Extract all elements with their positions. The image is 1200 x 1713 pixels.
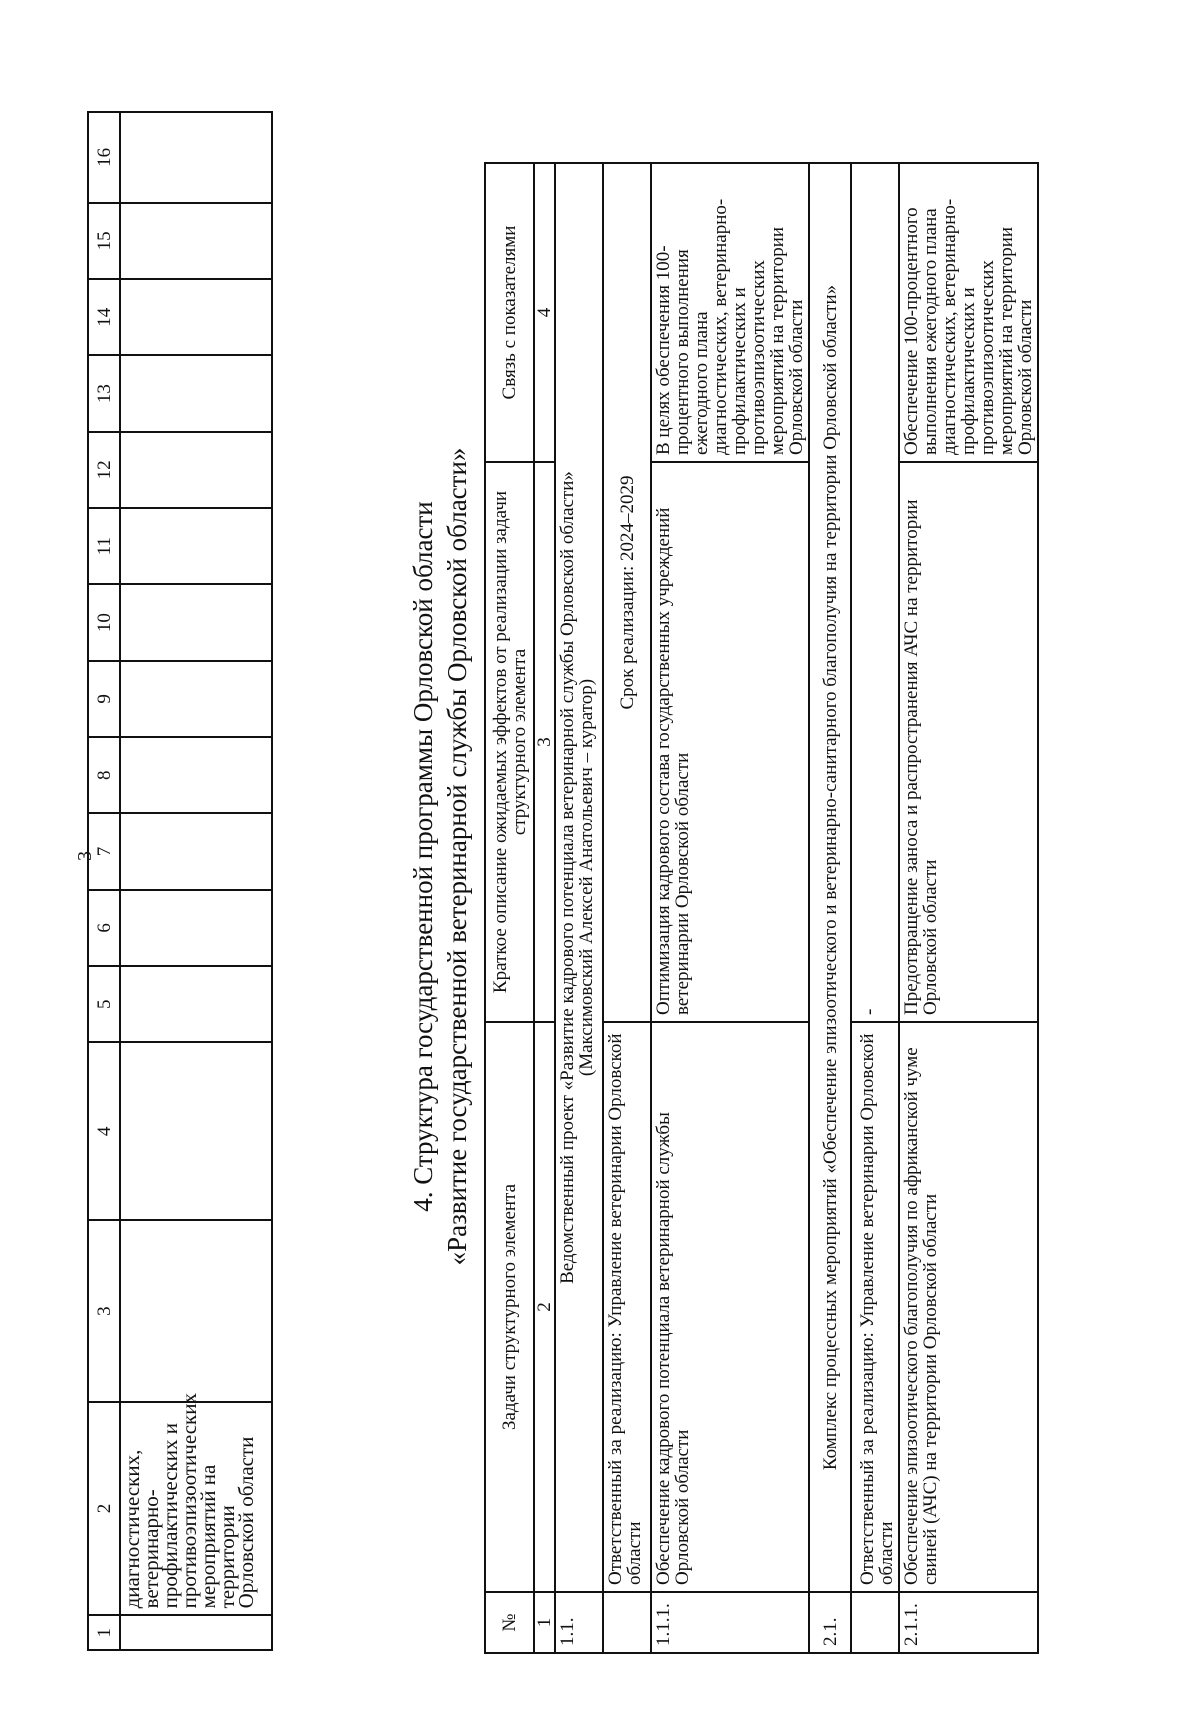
- col-number: 2: [534, 1022, 555, 1592]
- col-number: 4: [534, 163, 555, 462]
- table-row: [603, 163, 651, 1653]
- row-number: 1.1.: [555, 1592, 603, 1653]
- table-row: [651, 163, 809, 1653]
- col-header: 11: [88, 508, 120, 584]
- structure-table: [484, 162, 1039, 1654]
- col-header: 2: [88, 1402, 120, 1616]
- header-row: [485, 163, 534, 1653]
- col-header-tasks: Задачи структурного элемента: [485, 1022, 534, 1592]
- col-header: 1: [88, 1615, 120, 1650]
- link-cell: Обеспечение 100-процентного выполнения ежегодного плана диагностических, ветеринарно-профилактических и противоэпизоотических мероприятий на территории Орловской области: [899, 163, 1038, 462]
- col-header: 12: [88, 432, 120, 508]
- cell: [120, 661, 272, 737]
- cell: [120, 432, 272, 508]
- section-subtitle: «Развитие государственной ветеринарной службы Орловской области»: [442, 447, 472, 1266]
- col-header-effects: Краткое описание ожидаемых эффектов от реализации задачи структурного элемента: [485, 462, 534, 1022]
- effect-cell: Предотвращение заноса и распространения АЧС на территории Орловской области: [899, 462, 1038, 1022]
- row-number: 2.1.: [809, 1592, 851, 1653]
- cell: [120, 203, 272, 279]
- col-number: 1: [534, 1592, 555, 1653]
- col-header: 13: [88, 355, 120, 431]
- table-row: [851, 163, 899, 1653]
- term-cell: Срок реализации: 2024–2029: [603, 163, 651, 1022]
- col-header: 4: [88, 1042, 120, 1220]
- responsible-cell: Ответственный за реализацию: Управление ветеринарии Орловской области: [851, 1022, 899, 1592]
- page-number: 3: [74, 851, 96, 861]
- project-title: Ведомственный проект «Развитие кадрового потенциала ветеринарной службы Орловской области»: [557, 471, 578, 1284]
- cell: диагностических, ветеринарно-профилактических и противоэпизоотических мероприятий на территории Орловской области: [120, 1402, 272, 1616]
- cell: [120, 355, 272, 431]
- col-header: 14: [88, 279, 120, 355]
- col-header: 15: [88, 203, 120, 279]
- cell: [120, 1042, 272, 1220]
- section-title: 4. Структура государственной программы Орловской области: [408, 501, 438, 1212]
- responsible-cell: Ответственный за реализацию: Управление ветеринарии Орловской области: [603, 1022, 651, 1592]
- effect-cell: Оптимизация кадрового состава государственных учреждений ветеринарии Орловской области: [651, 462, 809, 1022]
- cell: [120, 279, 272, 355]
- col-header: 16: [88, 112, 120, 203]
- row-number: 1.1.1.: [651, 1592, 809, 1653]
- col-header: 6: [88, 890, 120, 966]
- task-cell: Обеспечение кадрового потенциала ветеринарной службы Орловской области: [651, 1022, 809, 1592]
- continuation-body-row: [120, 112, 272, 1650]
- col-header: 5: [88, 966, 120, 1042]
- cell: [120, 737, 272, 813]
- cell: [120, 1220, 272, 1401]
- cell: [120, 584, 272, 660]
- table-row: [899, 163, 1038, 1653]
- cell: [120, 1615, 272, 1650]
- col-header: 9: [88, 661, 120, 737]
- table-row: [809, 163, 851, 1653]
- dash-cell: -: [851, 163, 899, 1022]
- cell: [120, 112, 272, 203]
- task-cell: Обеспечение эпизоотического благополучия по африканской чуме свиней (АЧС) на территории Орловской области: [899, 1022, 1038, 1592]
- col-header: 8: [88, 737, 120, 813]
- col-header-num: №: [485, 1592, 534, 1653]
- cell: [120, 813, 272, 889]
- col-header: 3: [88, 1220, 120, 1401]
- col-header: 10: [88, 584, 120, 660]
- cell: [120, 508, 272, 584]
- continuation-table: [87, 111, 273, 1651]
- col-header-link: Связь с показателями: [485, 163, 534, 462]
- col-header: 7: [88, 813, 120, 889]
- row-number: 2.1.1.: [899, 1592, 1038, 1653]
- project-title-cell: [555, 163, 603, 1592]
- link-cell: В целях обеспечения 100-процентного выполнения ежегодного плана диагностических, ветеринарно-профилактических и противоэпизоотических мероприятий на территории Орловской области: [651, 163, 809, 462]
- project-curator: (Максимовский Алексей Анатольевич – куратор): [576, 678, 597, 1077]
- empty-cell: [851, 1592, 899, 1653]
- continuation-header-row: [88, 112, 120, 1650]
- empty-cell: [603, 1592, 651, 1653]
- col-number: 3: [534, 462, 555, 1022]
- complex-title-cell: Комплекс процессных мероприятий «Обеспечение эпизоотического и ветеринарно-санитарного благополучия на территории Орловской области»: [809, 163, 851, 1592]
- cell: [120, 890, 272, 966]
- cell: [120, 966, 272, 1042]
- col-number-row: [534, 163, 555, 1653]
- table-row: [555, 163, 603, 1653]
